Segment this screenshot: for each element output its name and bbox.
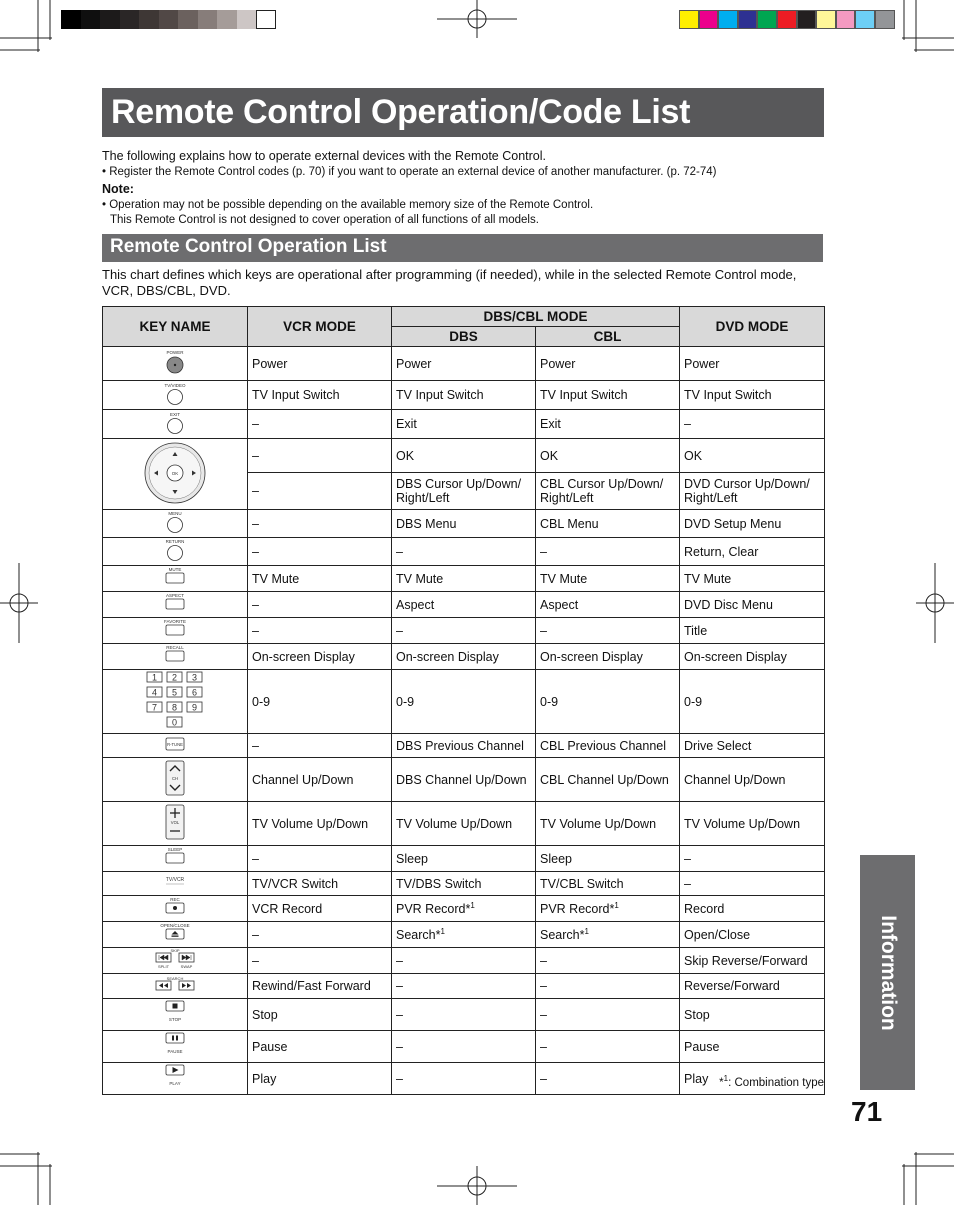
footnote — [700, 1074, 824, 1089]
cell-text: Channel Up/Down — [684, 772, 786, 787]
intro-line: The following explains how to operate external devices with the Remote Control. — [102, 149, 546, 163]
cell-dvd — [680, 439, 825, 473]
cell-dvd — [680, 618, 825, 644]
cell-text: – — [396, 623, 403, 638]
cell-text: 0-9 — [396, 694, 415, 709]
cell-text: – — [252, 597, 259, 612]
cell-cbl — [536, 538, 680, 566]
cell-vcr — [248, 758, 392, 802]
cell-text: 0-9 — [684, 694, 703, 709]
svg-text:RETURN: RETURN — [165, 539, 185, 544]
cell-cbl — [536, 758, 680, 802]
search-keys-icon — [103, 974, 248, 999]
cell-vcr — [248, 566, 392, 592]
cell-cbl — [536, 670, 680, 734]
channel-rocker-icon — [103, 758, 248, 802]
cell-text: TV Volume Up/Down — [684, 816, 801, 831]
svg-text:VOL: VOL — [170, 820, 180, 825]
cell-vcr — [248, 896, 392, 922]
cell-cbl — [536, 948, 680, 974]
cell-dbs — [392, 999, 536, 1031]
cell-cbl — [536, 1031, 680, 1063]
menu-key-icon — [103, 510, 248, 538]
svg-text:FAVORITE: FAVORITE — [164, 619, 186, 624]
cell-dvd — [680, 1031, 825, 1063]
section-title: Remote Control Operation List — [110, 236, 387, 257]
cell-dvd — [680, 802, 825, 846]
exit-key-icon — [103, 410, 248, 439]
svg-text:TV/VIDEO: TV/VIDEO — [164, 382, 186, 388]
cell-dbs — [392, 670, 536, 734]
cell-dvd — [680, 948, 825, 974]
svg-text:SEARCH: SEARCH — [166, 975, 184, 981]
cell-text: Pause — [252, 1039, 288, 1054]
page-title: Remote Control Operation/Code List — [111, 93, 691, 131]
ok-cursor-pad-icon — [103, 439, 248, 510]
cell-vcr — [248, 922, 392, 948]
cell-dbs — [392, 439, 536, 473]
svg-text:POWER: POWER — [166, 350, 184, 355]
cell-cbl — [536, 592, 680, 618]
cell-vcr — [248, 592, 392, 618]
cell-dvd — [680, 999, 825, 1031]
cell-dbs — [392, 566, 536, 592]
cell-text: Power — [396, 356, 432, 371]
cell-text: – — [540, 953, 547, 968]
cell-cbl — [536, 473, 680, 510]
cell-text: TV Input Switch — [396, 388, 484, 402]
footnote-ref: 1 — [614, 900, 619, 910]
table-row — [103, 1031, 825, 1063]
svg-text:EXIT: EXIT — [169, 411, 181, 417]
note-line-2: This Remote Control is not designed to cover operation of all functions of all models. — [110, 214, 539, 226]
cell-dbs — [392, 618, 536, 644]
svg-text:SPLIT: SPLIT — [157, 964, 170, 969]
svg-text:SLEEP: SLEEP — [167, 847, 183, 852]
cell-text: Aspect — [540, 597, 579, 612]
aspect-key-icon — [103, 592, 248, 618]
cell-text: – — [540, 1039, 547, 1054]
header-dbs-cbl-mode: DBS/CBL MODE — [392, 307, 680, 327]
cell-dbs — [392, 510, 536, 538]
tv-vcr-key-icon — [103, 872, 248, 896]
page-number: 71 — [851, 1096, 883, 1127]
cell-text: Sleep — [540, 851, 572, 866]
cell-text: DVD Setup Menu — [684, 516, 782, 531]
svg-text:MENU: MENU — [168, 511, 182, 516]
footnote-sup: 1 — [723, 1074, 729, 1083]
table-row — [103, 439, 825, 473]
cell-text: OK — [396, 448, 415, 463]
cell-text: – — [396, 979, 403, 993]
cell-text: – — [252, 623, 259, 638]
page-title-bar — [102, 88, 824, 137]
cell-dbs — [392, 846, 536, 872]
stop-key-icon — [103, 999, 248, 1031]
table-row — [103, 846, 825, 872]
cell-text: DBS Previous Channel — [396, 738, 524, 753]
cell-text: Skip Reverse/Forward — [684, 953, 808, 968]
operation-table — [102, 306, 825, 1095]
cell-text: VCR Record — [252, 901, 323, 916]
footnote-text: : Combination type — [728, 1076, 824, 1089]
cell-dvd — [680, 381, 825, 410]
cell-text: On-screen Display — [396, 649, 499, 664]
open-close-key-icon — [103, 922, 248, 948]
cell-text: Search* — [540, 928, 585, 943]
cell-cbl — [536, 974, 680, 999]
cell-vcr — [248, 510, 392, 538]
table-row — [103, 802, 825, 846]
play-key-icon — [103, 1063, 248, 1095]
cell-dbs — [392, 1031, 536, 1063]
cell-text: Sleep — [396, 851, 428, 866]
table-row — [103, 410, 825, 439]
cell-vcr — [248, 1031, 392, 1063]
cell-dvd — [680, 410, 825, 439]
cell-dbs — [392, 538, 536, 566]
cell-text: – — [252, 516, 259, 531]
favorite-key-icon — [103, 618, 248, 644]
cell-dbs — [392, 1063, 536, 1095]
cell-cbl — [536, 1063, 680, 1095]
cell-dvd — [680, 538, 825, 566]
cell-text: Exit — [396, 417, 417, 431]
cell-text: CBL Channel Up/Down — [540, 772, 669, 787]
cell-text: TV Mute — [540, 571, 588, 586]
cell-text: Pause — [684, 1039, 720, 1054]
cell-text: – — [252, 448, 259, 463]
cell-dvd — [680, 347, 825, 381]
cell-dvd — [680, 846, 825, 872]
cell-dvd — [680, 872, 825, 896]
cell-cbl — [536, 566, 680, 592]
cell-text: – — [396, 1039, 403, 1054]
cell-vcr — [248, 644, 392, 670]
cell-dvd — [680, 922, 825, 948]
svg-text:7: 7 — [151, 702, 158, 713]
svg-text:PLAY: PLAY — [169, 1081, 181, 1086]
svg-text:2: 2 — [171, 672, 178, 683]
svg-text:9: 9 — [191, 702, 198, 713]
svg-text:PAUSE: PAUSE — [167, 1049, 183, 1054]
cell-text: TV Volume Up/Down — [252, 816, 369, 831]
cell-text: TV Volume Up/Down — [396, 816, 513, 831]
cell-text: On-screen Display — [252, 649, 355, 664]
cell-text: – — [540, 1071, 547, 1086]
table-row — [103, 538, 825, 566]
side-tab — [860, 855, 915, 1090]
footnote-ref: 1 — [470, 900, 475, 910]
cell-vcr — [248, 999, 392, 1031]
header-dbs: DBS — [392, 327, 536, 347]
cell-dbs — [392, 644, 536, 670]
cell-dvd — [680, 473, 825, 510]
cell-cbl — [536, 999, 680, 1031]
cell-text: Power — [684, 356, 720, 371]
table-row — [103, 758, 825, 802]
cell-text: On-screen Display — [540, 649, 643, 664]
svg-text:4: 4 — [151, 687, 158, 698]
cell-vcr — [248, 538, 392, 566]
cell-vcr — [248, 670, 392, 734]
cell-text: – — [396, 544, 403, 559]
cell-dbs — [392, 381, 536, 410]
table-row — [103, 999, 825, 1031]
cell-dbs — [392, 896, 536, 922]
svg-text:5: 5 — [171, 687, 178, 698]
cell-text: CBL Previous Channel — [540, 738, 666, 753]
cell-text: Drive Select — [684, 738, 752, 753]
table-row — [103, 644, 825, 670]
svg-text:MUTE: MUTE — [168, 567, 182, 572]
svg-text:OPEN/CLOSE: OPEN/CLOSE — [160, 923, 190, 928]
cell-text: – — [252, 738, 259, 753]
r-tune-key-icon — [103, 734, 248, 758]
cell-text: – — [396, 953, 403, 968]
cell-text: TV Mute — [396, 571, 444, 586]
footnote-mark: * — [719, 1076, 724, 1089]
cell-text: TV/DBS Switch — [396, 876, 482, 891]
cell-dbs — [392, 802, 536, 846]
cell-text: Title — [684, 623, 708, 638]
cell-text: – — [540, 979, 547, 993]
cell-text: OK — [540, 448, 559, 463]
cell-text: TV Mute — [252, 571, 300, 586]
table-row — [103, 872, 825, 896]
cell-text: – — [540, 544, 547, 559]
mute-key-icon — [103, 566, 248, 592]
svg-text:CH: CH — [171, 776, 179, 781]
cell-vcr — [248, 948, 392, 974]
cell-text: Stop — [684, 1007, 710, 1022]
cell-text: Stop — [252, 1007, 278, 1022]
cell-text: DVD Cursor Up/Down/ Right/Left — [684, 477, 810, 505]
svg-text:0: 0 — [171, 717, 178, 728]
cell-vcr — [248, 802, 392, 846]
cell-dvd — [680, 592, 825, 618]
cell-text: DBS Menu — [396, 516, 457, 531]
cell-dvd — [680, 734, 825, 758]
cell-dbs — [392, 974, 536, 999]
cell-vcr — [248, 1063, 392, 1095]
cell-text: TV/VCR Switch — [252, 876, 339, 891]
cell-cbl — [536, 347, 680, 381]
table-row — [103, 922, 825, 948]
cell-vcr — [248, 473, 392, 510]
pause-key-icon — [103, 1031, 248, 1063]
cell-text: Power — [540, 356, 576, 371]
cell-vcr — [248, 974, 392, 999]
cell-text: PVR Record* — [396, 902, 471, 917]
cell-text: – — [684, 417, 691, 431]
volume-rocker-icon — [103, 802, 248, 846]
cell-text: – — [252, 927, 259, 942]
table-row — [103, 618, 825, 644]
cell-text: – — [252, 484, 259, 498]
cell-cbl — [536, 439, 680, 473]
cell-vcr — [248, 734, 392, 758]
cell-cbl — [536, 922, 680, 948]
cell-text: DBS Cursor Up/Down/ Right/Left — [396, 477, 522, 505]
table-row — [103, 347, 825, 381]
svg-text:TV/VCR: TV/VCR — [165, 877, 185, 883]
cell-text: – — [396, 1071, 403, 1086]
cell-text: Return, Clear — [684, 544, 759, 559]
table-row — [103, 381, 825, 410]
table-row — [103, 510, 825, 538]
cell-text: – — [684, 876, 691, 891]
cell-dbs — [392, 948, 536, 974]
cell-text: TV Volume Up/Down — [540, 816, 657, 831]
svg-text:SWAP: SWAP — [180, 964, 193, 969]
cell-text: Record — [684, 901, 725, 916]
svg-text:RECALL: RECALL — [166, 645, 184, 650]
cell-text: – — [252, 417, 259, 431]
cell-dbs — [392, 410, 536, 439]
cell-vcr — [248, 410, 392, 439]
svg-text:OK: OK — [171, 470, 179, 476]
cell-text: – — [396, 1007, 403, 1022]
table-row — [103, 896, 825, 922]
cell-text: TV Input Switch — [684, 388, 772, 402]
svg-text:ASPECT: ASPECT — [165, 593, 185, 598]
cell-cbl — [536, 618, 680, 644]
cell-text: Open/Close — [684, 927, 751, 942]
cell-text: – — [540, 1007, 547, 1022]
cell-cbl — [536, 802, 680, 846]
svg-text:8: 8 — [171, 702, 178, 713]
cell-text: OK — [684, 448, 703, 463]
table-row — [103, 670, 825, 734]
cell-dvd — [680, 670, 825, 734]
cell-dvd — [680, 974, 825, 999]
cell-vcr — [248, 846, 392, 872]
cell-text: DVD Disc Menu — [684, 597, 773, 612]
chart-description: This chart defines which keys are operational after programming (if needed), while in the selected Remote Control mode, VCR, DBS/CBL, DVD. — [102, 267, 797, 298]
cell-text: Power — [252, 356, 288, 371]
cell-dbs — [392, 922, 536, 948]
cell-text: TV/CBL Switch — [540, 876, 624, 891]
cell-cbl — [536, 410, 680, 439]
note-line-1: • Operation may not be possible depending on the available memory size of the Remote Control. — [102, 199, 594, 211]
cell-text: CBL Cursor Up/Down/ Right/Left — [540, 477, 664, 505]
power-key-icon — [103, 347, 248, 381]
cell-text: Channel Up/Down — [252, 772, 354, 787]
cell-cbl — [536, 644, 680, 670]
cell-text: – — [252, 851, 259, 866]
cell-text: Search* — [396, 928, 441, 943]
footnote-ref: 1 — [584, 926, 589, 936]
cell-dvd — [680, 644, 825, 670]
cell-text: Rewind/Fast Forward — [252, 979, 371, 993]
cell-vcr — [248, 439, 392, 473]
section-title-bar — [102, 234, 823, 262]
cell-dbs — [392, 734, 536, 758]
cell-text: TV Input Switch — [540, 388, 628, 402]
cell-text: 0-9 — [540, 694, 559, 709]
cell-text: On-screen Display — [684, 649, 787, 664]
record-key-icon — [103, 896, 248, 922]
footnote-ref: 1 — [440, 926, 445, 936]
cell-text: – — [540, 623, 547, 638]
side-tab-label: Information — [876, 914, 900, 1031]
svg-text:3: 3 — [191, 672, 198, 683]
table-row — [103, 974, 825, 999]
cell-vcr — [248, 381, 392, 410]
cell-dbs — [392, 758, 536, 802]
cell-text: Reverse/Forward — [684, 979, 780, 993]
table-row — [103, 734, 825, 758]
cell-vcr — [248, 347, 392, 381]
cell-text: DBS Channel Up/Down — [396, 772, 527, 787]
cell-text: Aspect — [396, 597, 435, 612]
cell-text: Play — [252, 1071, 277, 1086]
cell-cbl — [536, 846, 680, 872]
cell-dbs — [392, 592, 536, 618]
header-key-name: KEY NAME — [103, 307, 248, 347]
recall-key-icon — [103, 644, 248, 670]
cell-text: TV Input Switch — [252, 388, 340, 402]
table-row — [103, 592, 825, 618]
cell-dvd — [680, 758, 825, 802]
sleep-key-icon — [103, 846, 248, 872]
table-row — [103, 566, 825, 592]
cell-dbs — [392, 872, 536, 896]
intro-register-note: • Register the Remote Control codes (p. 70) if you want to operate an external device of another manufacturer. (p. 72-74) — [102, 166, 717, 178]
tv-video-key-icon — [103, 381, 248, 410]
cell-cbl — [536, 896, 680, 922]
svg-text:1: 1 — [151, 672, 158, 683]
svg-text:R-TUNE: R-TUNE — [167, 742, 183, 747]
cell-text: – — [684, 851, 691, 866]
cell-text: CBL Menu — [540, 516, 599, 531]
cell-cbl — [536, 510, 680, 538]
cell-text: PVR Record* — [540, 902, 615, 917]
cell-dbs — [392, 347, 536, 381]
header-dvd-mode: DVD MODE — [680, 307, 825, 347]
cell-text: – — [252, 544, 259, 559]
cell-cbl — [536, 872, 680, 896]
svg-text:REC: REC — [170, 897, 180, 902]
cell-cbl — [536, 734, 680, 758]
svg-text:6: 6 — [191, 687, 198, 698]
cell-text: Exit — [540, 417, 561, 431]
cell-dbs — [392, 473, 536, 510]
note-label: Note: — [102, 182, 134, 196]
cell-dvd — [680, 896, 825, 922]
table-row — [103, 948, 825, 974]
skip-keys-icon — [103, 948, 248, 974]
cell-vcr — [248, 872, 392, 896]
svg-text:STOP: STOP — [168, 1017, 182, 1022]
cell-text: – — [252, 953, 259, 968]
cell-dvd — [680, 566, 825, 592]
number-keypad-icon — [103, 670, 248, 734]
cell-vcr — [248, 618, 392, 644]
header-vcr-mode: VCR MODE — [248, 307, 392, 347]
cell-text: TV Mute — [684, 571, 732, 586]
cell-text: 0-9 — [252, 694, 271, 709]
svg-text:SKIP: SKIP — [170, 948, 180, 953]
cell-text: Play — [684, 1071, 709, 1086]
cell-cbl — [536, 381, 680, 410]
return-key-icon — [103, 538, 248, 566]
cell-dvd — [680, 510, 825, 538]
header-cbl: CBL — [536, 327, 680, 347]
